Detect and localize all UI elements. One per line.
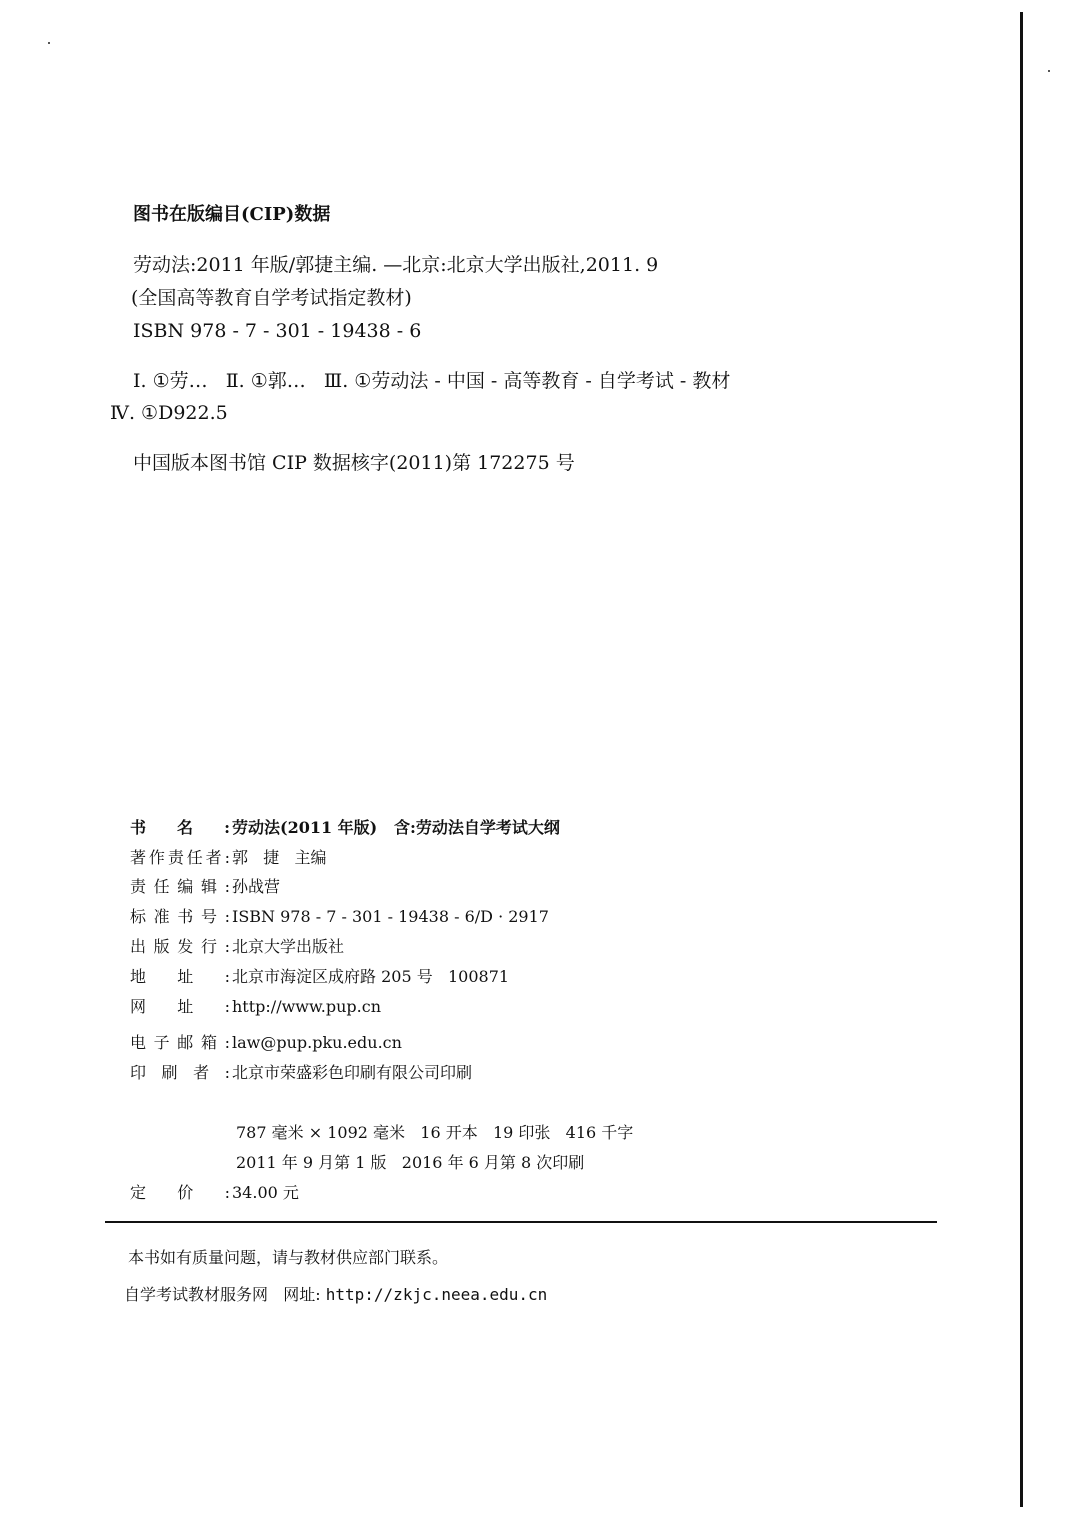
scan-speck xyxy=(48,42,50,44)
row-label: 地址: xyxy=(130,967,230,986)
colophon-row-isbn xyxy=(130,907,549,926)
row-label: 书名: xyxy=(130,818,230,837)
colophon-row-address xyxy=(130,967,510,986)
row-label: 网址: xyxy=(130,997,230,1016)
row-value: http://www.pup.cn xyxy=(232,997,381,1016)
colophon-row-title xyxy=(130,818,560,837)
row-value: 劳动法(2011 年版) 含:劳动法自学考试大纲 xyxy=(232,818,560,837)
service-site-label: 自学考试教材服务网 网址: xyxy=(124,1285,321,1304)
cip-classification: Ⅰ. ①劳… Ⅱ. ①郭… Ⅲ. ①劳动法 - 中国 - 高等教育 - 自学考试 - 教材 xyxy=(133,370,731,392)
colophon-row-email xyxy=(130,1033,402,1052)
row-label: 电子邮箱: xyxy=(130,1033,230,1052)
scan-speck xyxy=(1048,70,1050,72)
row-value: 北京市荣盛彩色印刷有限公司印刷 xyxy=(232,1063,473,1082)
colophon-row-website xyxy=(130,997,381,1016)
quality-notice: 本书如有质量问题，请与教材供应部门联系。 xyxy=(128,1248,449,1267)
divider xyxy=(105,1221,937,1223)
row-value: 北京市海淀区成府路 205 号 100871 xyxy=(232,967,510,986)
row-value: 北京大学出版社 xyxy=(232,937,345,956)
colophon-row-printer xyxy=(130,1063,473,1082)
cip-title: 图书在版编目(CIP)数据 xyxy=(133,204,331,225)
cip-record-number: 中国版本图书馆 CIP 数据核字(2011)第 172275 号 xyxy=(133,452,575,474)
row-label: 定价: xyxy=(130,1183,230,1202)
row-label: 出版发行: xyxy=(130,937,230,956)
row-label: 责任编辑: xyxy=(130,877,230,896)
row-label: 标准书号: xyxy=(130,907,230,926)
row-value: ISBN 978 - 7 - 301 - 19438 - 6/D · 2917 xyxy=(232,907,549,926)
cip-line: ISBN 978 - 7 - 301 - 19438 - 6 xyxy=(133,320,422,342)
service-site xyxy=(124,1287,547,1303)
colophon-row-editor xyxy=(130,877,281,896)
row-value: law@pup.pku.edu.cn xyxy=(232,1033,402,1052)
cip-classification: Ⅳ. ①D922.5 xyxy=(110,402,228,424)
row-value: 孙战营 xyxy=(232,877,281,896)
edition-info: 2011 年 9 月第 1 版 2016 年 6 月第 8 次印刷 xyxy=(236,1153,585,1172)
colophon-row-author xyxy=(130,848,327,867)
service-site-url: http://zkjc.neea.edu.cn xyxy=(325,1285,548,1304)
colophon-row-price xyxy=(130,1183,299,1202)
cip-line: 劳动法:2011 年版/郭捷主编. —北京:北京大学出版社,2011. 9 xyxy=(133,254,659,276)
row-label: 著作责任者: xyxy=(130,848,230,867)
format-info: 787 毫米 × 1092 毫米 16 开本 19 印张 416 千字 xyxy=(236,1123,634,1142)
row-value: 郭 捷 主编 xyxy=(232,848,327,867)
row-label: 印刷者: xyxy=(130,1063,230,1082)
scan-border-line xyxy=(1020,12,1023,1507)
colophon-row-publisher xyxy=(130,937,345,956)
cip-line: (全国高等教育自学考试指定教材) xyxy=(131,287,412,309)
row-value: 34.00 元 xyxy=(232,1183,299,1202)
